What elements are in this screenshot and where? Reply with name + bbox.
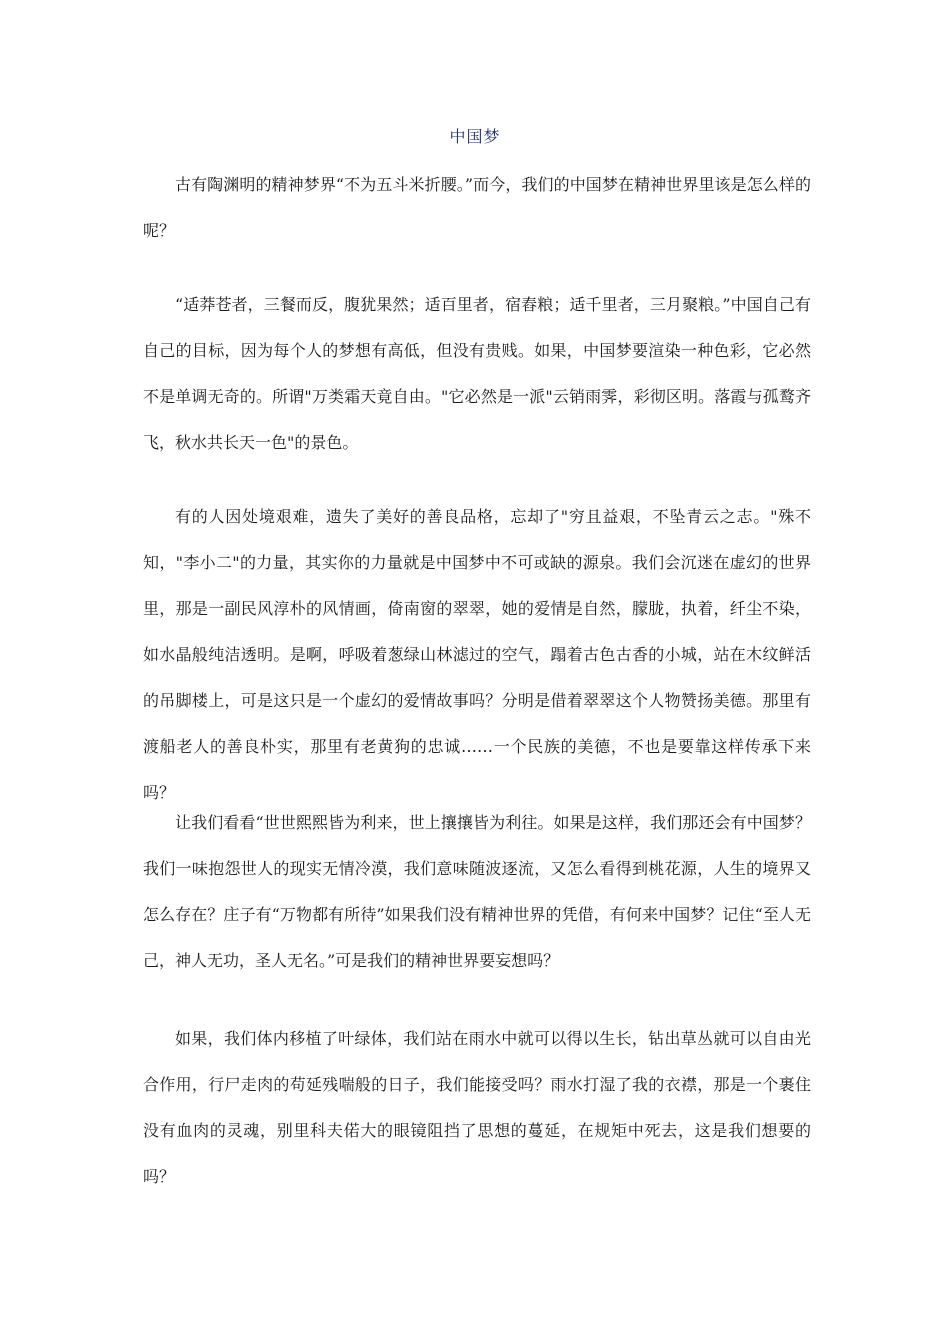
paragraph-3: 有的人因处境艰难，遗失了美好的善良品格，忘却了"穷且益艰，不坠青云之志。"殊不知，"李小二"的力量，其实你的力量就是中国梦中不可或缺的源泉。我们会沉迷在虚幻的世界里，那是一副民风淳朴的风情画，倚南窗的翠翠，她的爱情是自然，朦胧，执着，纤尘不染，如水晶般纯洁透明。是啊，呼吸着葱绿山林滤过的空气，蹋着古色古香的小城，站在木纹鲜活的吊脚楼上，可是这只是一个虚幻的爱情故事吗？分明是借着翠翠这个人物赞扬美德。那里有渡船老人的善良朴实，那里有老黄狗的忠诚……一个民族的美德，不也是要靠这样传承下来吗？ — [143, 507, 811, 802]
paragraph-2: “适莽苍者，三餐而反，腹犹果然；适百里者，宿舂粮；适千里者，三月聚粮。”中国自己有自己的目标，因为每个人的梦想有高低，但没有贵贱。如果，中国梦要渲染一种色彩，它必然不是单调无奇的。所谓"万类霜天竟自由。"它必然是一派"云销雨霁，彩彻区明。落霞与孤鹜齐飞，秋水共长天一色"的景色。 — [143, 295, 811, 452]
paragraph-5: 如果，我们体内移植了叶绿体，我们站在雨水中就可以得以生长，钻出草丛就可以自由光合作用，行尸走肉的苟延残喘般的日子，我们能接受吗？雨水打湿了我的衣襟，那是一个裹住没有血肉的灵魂，别里科夫偌大的眼镜阻挡了思想的蔓延，在规矩中死去，这是我们想要的吗？ — [143, 1029, 811, 1186]
paragraph-1: 古有陶渊明的精神梦界“不为五斗米折腰。”而今，我们的中国梦在精神世界里该是怎么样的呢？ — [143, 175, 811, 240]
paragraph-4: 让我们看看“世世熙熙皆为利来，世上攘攘皆为利往。如果是这样，我们那还会有中国梦？我们一味抱怨世人的现实无情冷漠，我们意味随波逐流，又怎么看得到桃花源，人生的境界又怎么存在？庄子有“万物都有所待”如果我们没有精神世界的凭借，有何来中国梦？记住“至人无己，神人无功，圣人无名。”可是我们的精神世界要妄想吗？ — [143, 813, 811, 970]
document-title: 中国梦 — [449, 127, 501, 146]
